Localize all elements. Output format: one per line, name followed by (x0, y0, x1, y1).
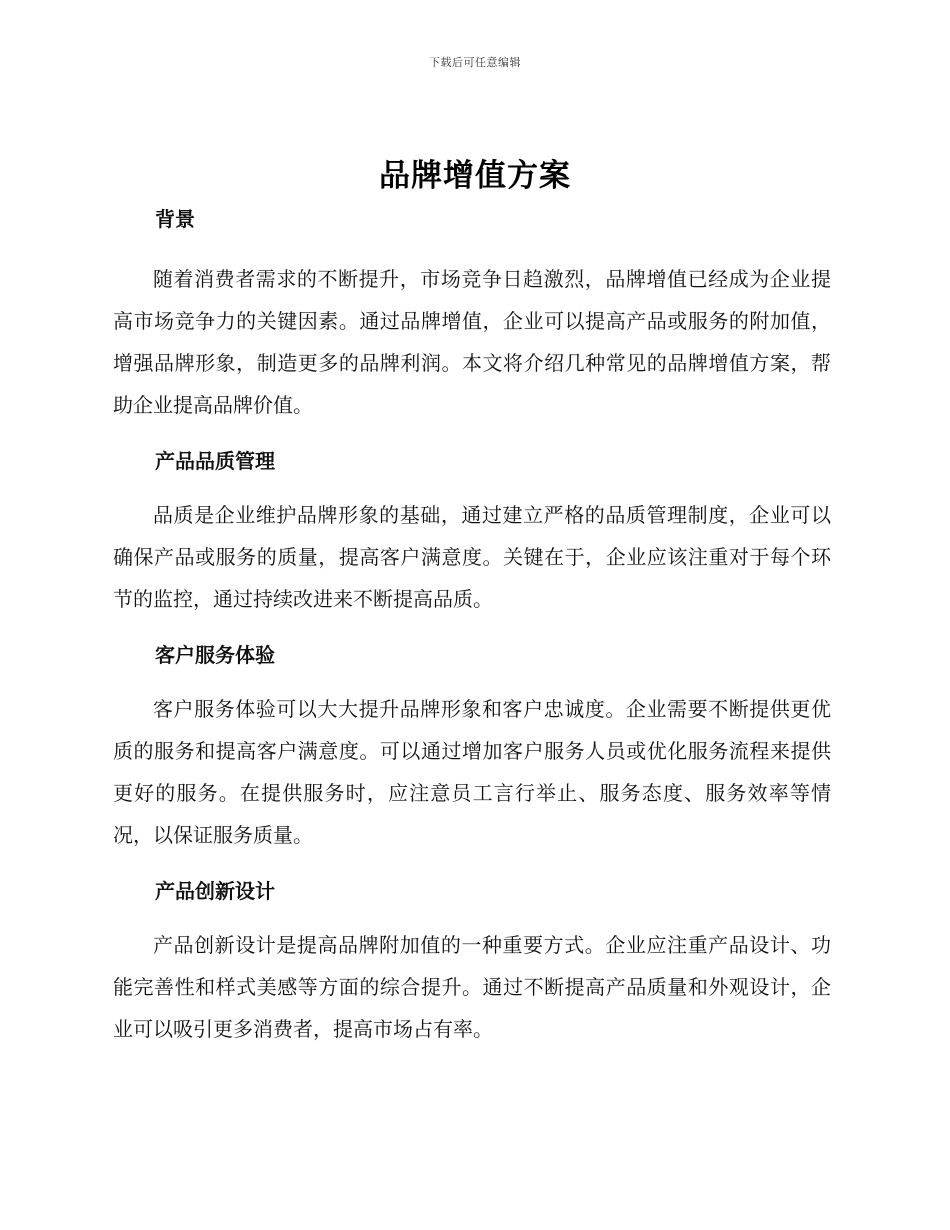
section-background (113, 204, 831, 426)
section-heading: 产品创新设计 (155, 879, 275, 903)
section-paragraph: 客户服务体验可以大大提升品牌形象和客户忠诚度。企业需要不断提供更优质的服务和提高客户满意度。可以通过增加客户服务人员或优化服务流程来提供更好的服务。在提供服务时，应注意员工言行举止、服务态度、服务效率等情况，以保证服务质量。 (113, 697, 831, 847)
section-customer-service (113, 640, 831, 856)
section-product-innovation (113, 876, 831, 1050)
section-paragraph: 品质是企业维护品牌形象的基础，通过建立严格的品质管理制度，企业可以确保产品或服务的质量，提高客户满意度。关键在于，企业应该注重对于每个环节的监控，通过持续改进来不断提高品质。 (113, 503, 831, 611)
section-heading: 客户服务体验 (155, 643, 275, 667)
section-paragraph: 随着消费者需求的不断提升，市场竞争日趋激烈，品牌增值已经成为企业提高市场竞争力的关键因素。通过品牌增值，企业可以提高产品或服务的附加值，增强品牌形象，制造更多的品牌利润。本文将介绍几种常见的品牌增值方案，帮助企业提高品牌价值。 (113, 267, 831, 417)
document-title: 品牌增值方案 (379, 158, 571, 194)
page-header-note: 下载后可任意编辑 (429, 56, 521, 69)
section-heading: 背景 (155, 207, 195, 231)
document-body (113, 204, 831, 1050)
section-paragraph: 产品创新设计是提高品牌附加值的一种重要方式。企业应注重产品设计、功能完善性和样式美感等方面的综合提升。通过不断提高产品质量和外观设计，企业可以吸引更多消费者，提高市场占有率。 (113, 933, 831, 1041)
section-heading: 产品品质管理 (155, 449, 275, 473)
section-quality-management (113, 446, 831, 620)
